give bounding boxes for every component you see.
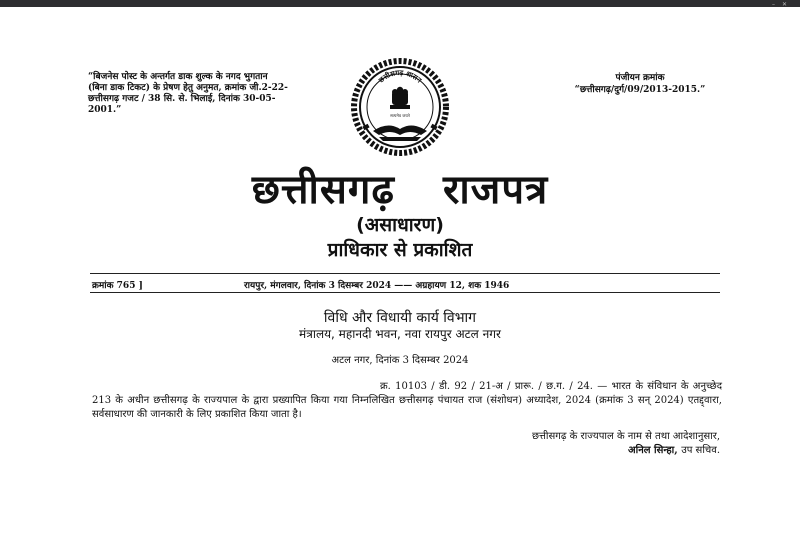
gazette-title-state: छत्तीसगढ़ bbox=[251, 167, 395, 213]
signatory-name: अनिल सिन्हा, bbox=[627, 445, 678, 456]
issue-number: क्रमांक 765 ] bbox=[92, 281, 143, 291]
emblem-ring-text: छत्तीसगढ़ शासन bbox=[377, 68, 423, 85]
gazette-title bbox=[0, 168, 800, 212]
close-icon[interactable]: ✕ bbox=[782, 1, 788, 8]
emblem-motto: सत्यमेव जयते bbox=[390, 113, 410, 118]
divider-bottom bbox=[90, 292, 720, 293]
gazette-type: (असाधारण) bbox=[356, 214, 444, 236]
order-line: छत्तीसगढ़ के राज्यपाल के नाम से तथा आदेशानुसार, bbox=[531, 431, 720, 442]
department-heading: विधि और विधायी कार्य विभाग bbox=[323, 310, 477, 326]
state-emblem-icon bbox=[333, 55, 467, 165]
gazette-authority: प्राधिकार से प्रकाशित bbox=[327, 239, 473, 261]
lion-capital-icon bbox=[390, 87, 410, 109]
signatory-designation: उप सचिव. bbox=[681, 445, 720, 456]
registration-label: पंजीयन क्रमांक bbox=[615, 73, 665, 83]
issue-date-line: रायपुर, मंगलवार, दिनांक 3 दिसम्बर 2024 —— अग्रहायण 12, शक 1946 bbox=[244, 281, 510, 291]
postal-permit-note: “बिजनेस पोस्ट के अन्तर्गत डाक शुल्क के नगद भुगतान (बिना डाक टिकट) के प्रेषण हेतु अनुमत, क्रमांक जी.2-22-छत्तीसगढ़ गजट / 38 सि. से. भिलाई, दिनांक 30-05-2001.” bbox=[88, 72, 288, 115]
registration-block bbox=[540, 72, 740, 96]
minimize-icon[interactable]: – bbox=[772, 1, 775, 8]
signature-block bbox=[420, 444, 720, 458]
window-top-bar bbox=[0, 0, 800, 7]
registration-number: “छत्तीसगढ़/दुर्ग/09/2013-2015.” bbox=[574, 85, 706, 95]
notice-paragraph: क्र. 10103 / डी. 92 / 21-अ / प्रारू. / छ.ग. / 24. — भारत के संविधान के अनुच्छेद 213 के अधीन छत्तीसगढ़ के राज्यपाल के द्वारा प्रख्यापित किया गया निम्नलिखित छत्तीसगढ़ पंचायत राज (संशोधन) अध्यादेश, 2024 (क्रमांक 3 सन् 2024) एतद्द्वारा, सर्वसाधारण की जानकारी के लिए प्रकाशित किया जाता है। bbox=[92, 381, 722, 420]
divider-top bbox=[90, 273, 720, 274]
ministry-address: मंत्रालय, महानदी भवन, नवा रायपुर अटल नगर bbox=[299, 327, 501, 341]
gazette-title-gazette: राजपत्र bbox=[442, 167, 549, 213]
place-date: अटल नगर, दिनांक 3 दिसम्बर 2024 bbox=[331, 355, 469, 366]
